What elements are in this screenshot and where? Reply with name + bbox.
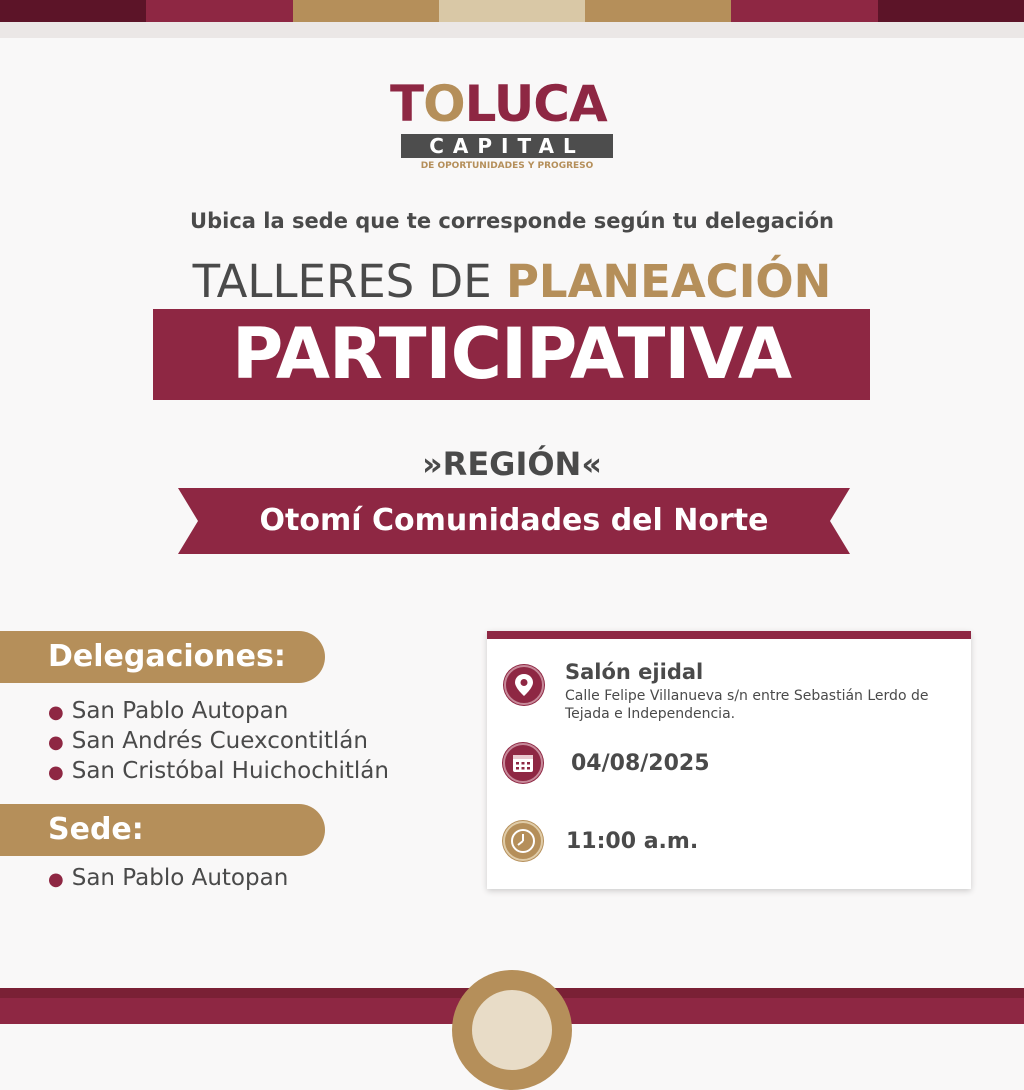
sede-heading: Sede: xyxy=(48,812,144,847)
venue-card-top-bar xyxy=(487,631,971,639)
venue-name: Salón ejidal xyxy=(565,660,704,684)
location-pin-icon xyxy=(503,664,545,706)
list-item: ● San Pablo Autopan xyxy=(48,698,289,724)
bullet-icon: ● xyxy=(48,762,64,783)
logo-wordmark: TOLUCA xyxy=(390,75,607,133)
clock-icon xyxy=(502,820,544,862)
logo-capital-bar: CAPITAL xyxy=(401,134,613,158)
calendar-icon xyxy=(502,742,544,784)
top-stripe-shadow xyxy=(0,22,1024,38)
event-date: 04/08/2025 xyxy=(571,751,710,776)
subtitle: Ubica la sede que te corresponde según tu delegación xyxy=(190,209,834,233)
title-planeacion: PLANEACIÓN xyxy=(505,255,832,308)
list-item: ● San Andrés Cuexcontitlán xyxy=(48,728,368,754)
bottom-emblem-center xyxy=(472,990,552,1070)
bullet-icon: ● xyxy=(48,732,64,753)
bullet-icon: ● xyxy=(48,869,64,890)
bullet-icon: ● xyxy=(48,702,64,723)
list-item: ● San Cristóbal Huichochitlán xyxy=(48,758,389,784)
title-line-1 xyxy=(0,250,1024,314)
top-color-stripe xyxy=(0,0,1024,22)
logo-tagline: DE OPORTUNIDADES Y PROGRESO xyxy=(420,161,594,171)
region-label: »REGIÓN« xyxy=(422,445,602,483)
venue-address: Calle Felipe Villanueva s/n entre Sebastián Lerdo de Tejada e Independencia. xyxy=(565,688,929,722)
delegaciones-list xyxy=(48,697,389,787)
venue-card xyxy=(487,631,971,889)
delegaciones-heading: Delegaciones: xyxy=(48,639,286,674)
event-time: 11:00 a.m. xyxy=(566,829,699,854)
toluca-logo xyxy=(390,75,635,180)
region-name: Otomí Comunidades del Norte xyxy=(259,503,769,538)
title-talleres: TALLERES DE xyxy=(192,255,492,308)
list-item: ● San Pablo Autopan xyxy=(48,865,289,891)
title-participativa: PARTICIPATIVA xyxy=(231,313,792,395)
sede-list xyxy=(48,864,288,894)
